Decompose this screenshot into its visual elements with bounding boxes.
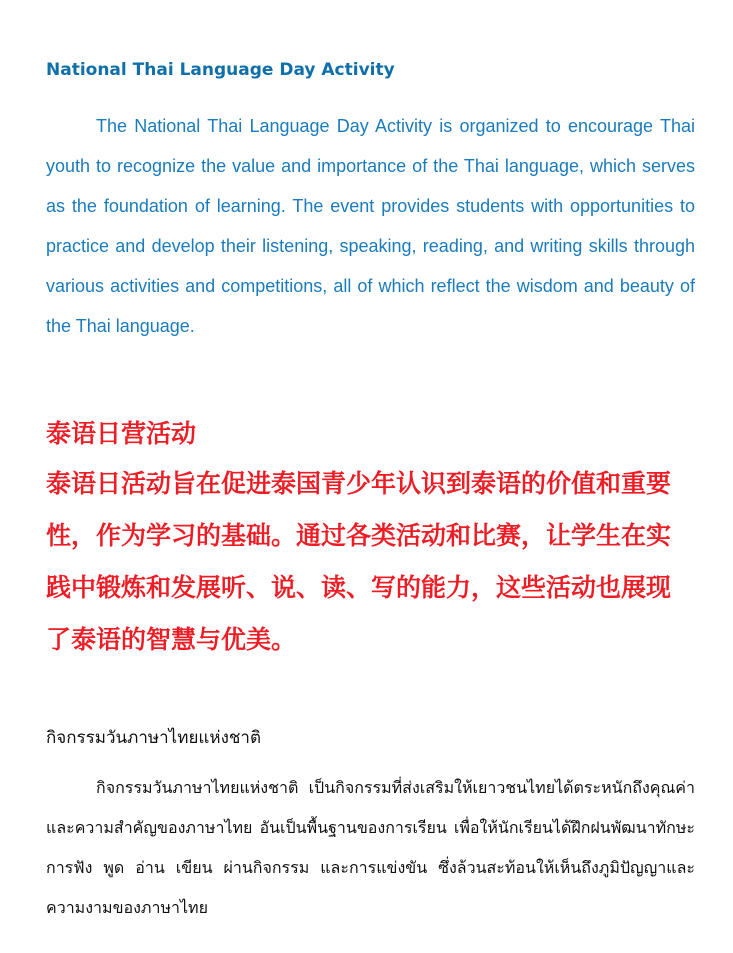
- thai-heading: กิจกรรมวันภาษาไทยแห่งชาติ: [46, 728, 261, 748]
- chinese-heading: 泰语日营活动: [46, 419, 197, 448]
- chinese-paragraph: 泰语日活动旨在促进泰国青少年认识到泰语的价值和重要性，作为学习的基础。通过各类活动和比赛，让学生在实践中锻炼和发展听、说、读、写的能力，这些活动也展现了泰语的智慧与优美。: [46, 469, 672, 654]
- english-heading: National Thai Language Day Activity: [46, 60, 395, 80]
- thai-paragraph: กิจกรรมวันภาษาไทยแห่งชาติ เป็นกิจกรรมที่ส่งเสริมให้เยาวชนไทยได้ตระหนักถึงคุณค่าและความสำคัญของภาษาไทย อันเป็นพื้นฐานของการเรียน เพื่อให้นักเรียนได้ฝึกฝนพัฒนาทักษะการฟัง พูด อ่าน เขียน ผ่านกิจกรรม และการแข่งขัน ซึ่งล้วนสะท้อนให้เห็นถึงภูมิปัญญาและความงามของภาษาไทย: [46, 778, 695, 917]
- english-paragraph: The National Thai Language Day Activity is organized to encourage Thai youth to recognize the value and importance of the Thai language, which serves as the foundation of learning. The event provides students with opportunities to practice and develop their listening, speaking, reading, and writing skills through various activities and competitions, all of which reflect the wisdom and beauty of the Thai language.: [46, 116, 695, 336]
